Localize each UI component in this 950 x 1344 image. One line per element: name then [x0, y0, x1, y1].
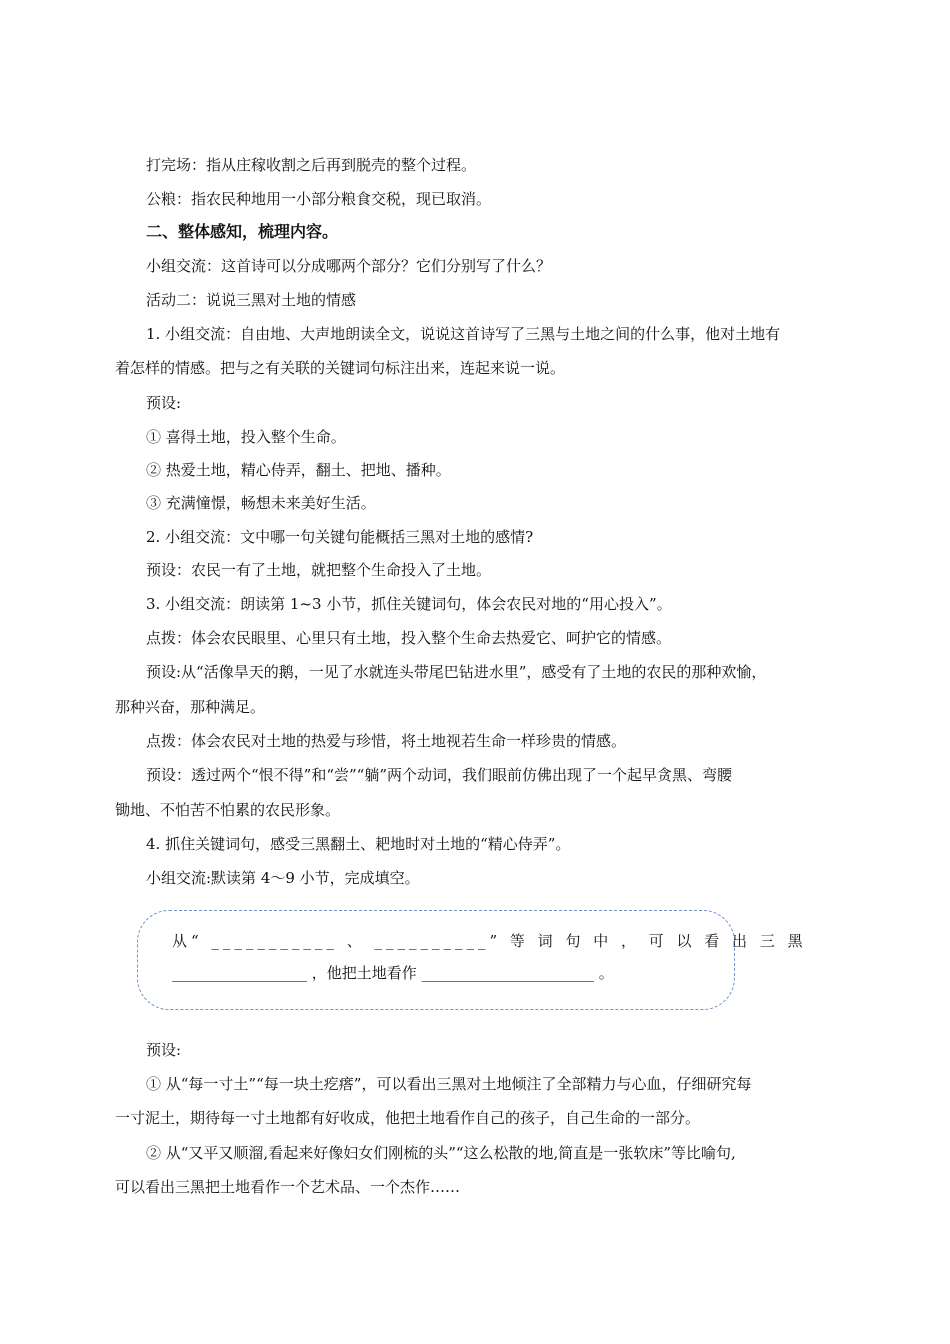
term-dawanchang: 打完场：指从庄稼收割之后再到脱壳的整个过程。 — [146, 156, 477, 174]
hint-2: 点拨：体会农民对土地的热爱与珍惜，将土地视若生命一样珍贵的情感。 — [146, 732, 627, 750]
task-2: 2. 小组交流：文中哪一句关键句能概括三黑对土地的感情? — [146, 528, 534, 546]
task-1-line-2: 着怎样的情感。把与之有关联的关键词句标注出来，连起来说一说。 — [115, 359, 566, 377]
preset-3-line-2: 那种兴奋，那种满足。 — [115, 698, 266, 716]
group-discussion-fill: 小组交流:默读第 4～9 小节，完成填空。 — [146, 869, 420, 887]
answer-2-line-1: ② 从“又平又顺溜,看起来好像妇女们刚梳的头”“这么松散的地,简直是一张软床”等比喻句, — [146, 1144, 736, 1162]
hint-1: 点拨：体会农民眼里、心里只有土地，投入整个生命去热爱它、呵护它的情感。 — [146, 629, 672, 647]
preset-3-line-1: 预设:从“活像旱天的鹅，一见了水就连头带尾巴钻进水里”，感受有了土地的农民的那种欢愉， — [146, 663, 767, 681]
fill-in-blank-box — [137, 910, 807, 1010]
task-4: 4. 抓住关键词句，感受三黑翻土、耙地时对土地的“精心侍弄”。 — [146, 835, 571, 853]
fill-in-line-2: __________________ ，他把土地看作 _______________________ 。 — [172, 964, 614, 982]
section-heading: 二、整体感知，梳理内容。 — [146, 222, 339, 241]
activity-two-title: 活动二：说说三黑对土地的情感 — [146, 291, 357, 309]
preset-4-line-2: 锄地、不怕苦不怕累的农民形象。 — [115, 801, 341, 819]
task-2-preset: 预设：农民一有了土地，就把整个生命投入了土地。 — [146, 561, 492, 579]
preset-label-2: 预设: — [146, 1041, 182, 1059]
answer-1-line-1: ① 从“每一寸土”“每一块土疙瘩”，可以看出三黑对土地倾注了全部精力与心血，仔细研究每 — [146, 1075, 752, 1093]
answer-1-line-2: 一寸泥土，期待每一寸土地都有好收成，他把土地看作自己的孩子，自己生命的一部分。 — [115, 1109, 701, 1127]
preset-label-1: 预设: — [146, 394, 182, 412]
group-discussion-question: 小组交流：这首诗可以分成哪两个部分？它们分别写了什么？ — [146, 257, 552, 275]
preset-item-2: ② 热爱土地，精心侍弄，翻土、把地、播种。 — [146, 461, 451, 479]
term-gongliang: 公粮：指农民种地用一小部分粮食交税，现已取消。 — [146, 190, 492, 208]
preset-item-3: ③ 充满憧憬，畅想未来美好生活。 — [146, 494, 376, 512]
task-3: 3. 小组交流：朗读第 1~3 小节，抓住关键词句，体会农民对地的“用心投入”。 — [146, 595, 672, 613]
preset-item-1: ① 喜得土地，投入整个生命。 — [146, 428, 346, 446]
fill-in-line-1: 从“ ___________ 、 __________” 等 词 句 中 ， 可 以 看 出 三 黑 — [172, 932, 807, 950]
task-1-line-1: 1. 小组交流：自由地、大声地朗读全文，说说这首诗写了三黑与土地之间的什么事，他对土地有 — [146, 325, 781, 343]
preset-4-line-1: 预设：透过两个“恨不得”和“尝”“躺”两个动词，我们眼前仿佛出现了一个起早贪黑、弯腰 — [146, 766, 733, 784]
answer-2-line-2: 可以看出三黑把土地看作一个艺术品、一个杰作…… — [115, 1178, 461, 1196]
